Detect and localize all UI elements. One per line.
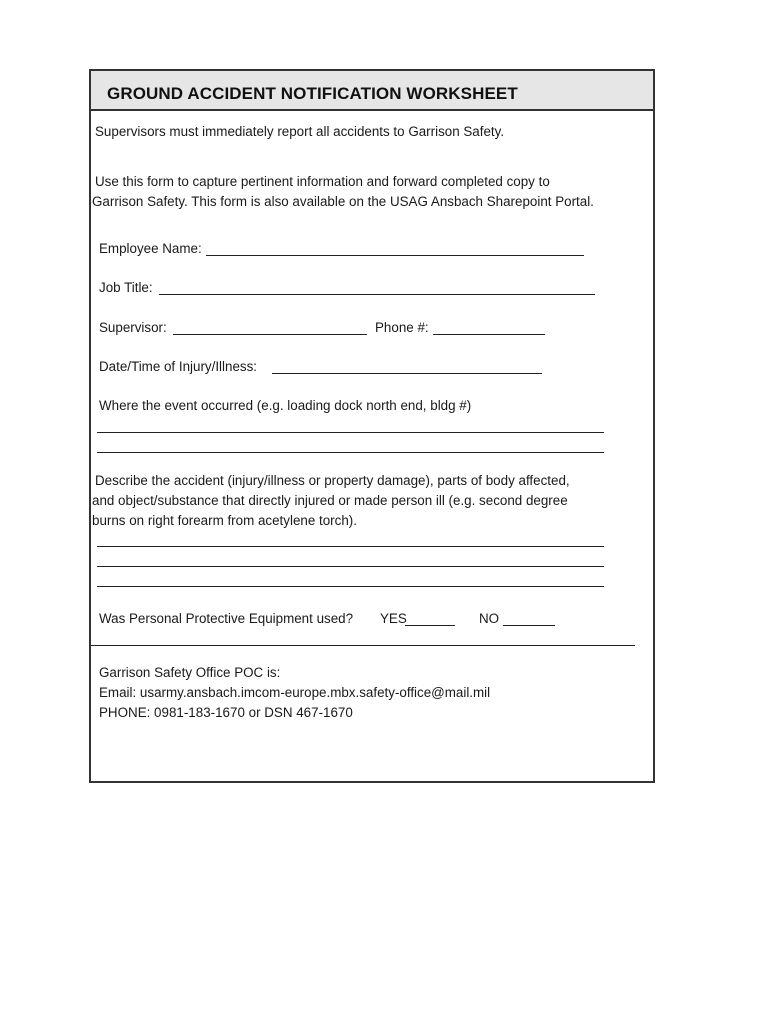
instructions-line-2: Garrison Safety. This form is also available on the USAG Ansbach Sharepoint Portal. (92, 194, 594, 209)
describe-field-2[interactable] (97, 566, 604, 567)
intro-text: Supervisors must immediately report all accidents to Garrison Safety. (95, 124, 505, 139)
job-title-field[interactable] (159, 294, 595, 295)
date-time-field[interactable] (272, 373, 542, 374)
phone-field[interactable] (433, 334, 545, 335)
describe-line-3: burns on right forearm from acetylene torch). (92, 513, 357, 528)
employee-name-field[interactable] (206, 255, 584, 256)
ppe-no-field[interactable] (503, 625, 555, 626)
poc-heading: Garrison Safety Office POC is: (99, 665, 281, 680)
describe-line-2: and object/substance that directly injured or made person ill (e.g. second degree (92, 493, 568, 508)
supervisor-field[interactable] (173, 334, 367, 335)
ppe-question: Was Personal Protective Equipment used? (99, 611, 354, 626)
form-title-bar (91, 71, 653, 111)
employee-name-label: Employee Name: (99, 241, 202, 256)
event-location-field-2[interactable] (97, 452, 604, 453)
instructions-line-1: Use this form to capture pertinent information and forward completed copy to (95, 174, 550, 189)
phone-label: Phone #: (375, 320, 429, 335)
ppe-yes-field[interactable] (405, 625, 455, 626)
ppe-no-label: NO (479, 611, 500, 626)
poc-phone: PHONE: 0981-183-1670 or DSN 467-1670 (99, 705, 353, 720)
poc-email[interactable]: Email: usarmy.ansbach.imcom-europe.mbx.safety-office@mail.mil (99, 685, 491, 700)
supervisor-label: Supervisor: (99, 320, 167, 335)
date-time-label: Date/Time of Injury/Illness: (99, 359, 258, 374)
describe-line-1: Describe the accident (injury/illness or property damage), parts of body affected, (95, 473, 570, 488)
section-divider (91, 645, 635, 646)
describe-field-3[interactable] (97, 586, 604, 587)
event-location-label: Where the event occurred (e.g. loading dock north end, bldg #) (99, 398, 472, 413)
ppe-yes-label: YES (380, 611, 407, 626)
form-title: GROUND ACCIDENT NOTIFICATION WORKSHEET (107, 84, 518, 103)
job-title-label: Job Title: (99, 280, 153, 295)
event-location-field-1[interactable] (97, 432, 604, 433)
describe-field-1[interactable] (97, 546, 604, 547)
